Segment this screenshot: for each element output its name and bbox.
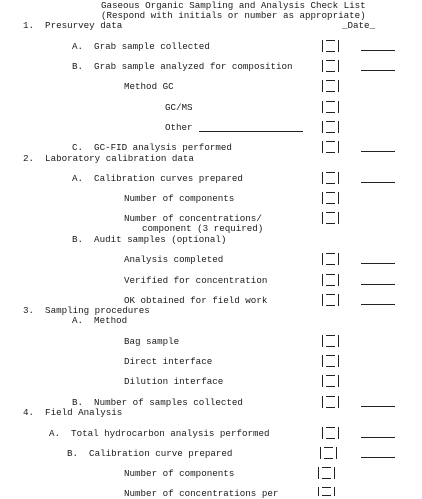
item-4b-label: B. Calibration curve prepared — [67, 448, 233, 459]
checkbox-other[interactable] — [322, 121, 339, 133]
checkbox-3b[interactable] — [322, 396, 339, 408]
date-field-2a[interactable] — [361, 182, 395, 183]
checkbox-field-num-concentrations[interactable] — [318, 487, 335, 496]
item-3a-label: A. Method — [72, 315, 128, 326]
item-1c-label: C. GC-FID analysis performed — [72, 142, 232, 153]
date-field-1a[interactable] — [361, 50, 395, 51]
date-field-1c[interactable] — [361, 151, 395, 152]
form-subtitle: (Respond with initials or number as appropriate) — [101, 10, 366, 21]
date-field-ok-obtained[interactable] — [361, 304, 395, 305]
checkbox-num-components[interactable] — [322, 192, 339, 204]
date-field-1b[interactable] — [361, 70, 395, 71]
dilution-interface-label: Dilution interface — [124, 376, 224, 387]
other-label: Other — [165, 122, 193, 133]
checkbox-gcms[interactable] — [322, 101, 339, 113]
form-title: Gaseous Organic Sampling and Analysis Check List — [101, 0, 366, 11]
date-field-4a[interactable] — [361, 437, 395, 438]
direct-interface-label: Direct interface — [124, 356, 213, 367]
item-3b-label: B. Number of samples collected — [72, 397, 243, 408]
section-2-heading: 2. Laboratory calibration data — [23, 153, 194, 164]
item-1a-label: A. Grab sample collected — [72, 41, 210, 52]
item-2a-label: A. Calibration curves prepared — [72, 173, 243, 184]
date-field-analysis-completed[interactable] — [361, 263, 395, 264]
gcms-label: GC/MS — [165, 102, 193, 113]
item-1b-label: B. Grab sample analyzed for composition — [72, 61, 293, 72]
checkbox-4a[interactable] — [322, 427, 339, 439]
num-concentrations-label-2: component (3 required) — [142, 223, 264, 234]
section-4-heading: 4. Field Analysis — [23, 407, 123, 418]
checkbox-method-gc[interactable] — [322, 80, 339, 92]
section-3-heading: 3. Sampling procedures — [23, 305, 150, 316]
checkbox-4b[interactable] — [320, 447, 337, 459]
checkbox-field-num-components[interactable] — [318, 467, 335, 479]
analysis-completed-label: Analysis completed — [124, 254, 224, 265]
checkbox-ok-obtained[interactable] — [322, 294, 339, 306]
field-num-concentrations-label: Number of concentrations per — [124, 488, 279, 499]
verified-label: Verified for concentration — [124, 275, 268, 286]
ok-obtained-label: OK obtained for field work — [124, 295, 268, 306]
date-field-4b[interactable] — [361, 457, 395, 458]
checkbox-direct-interface[interactable] — [322, 355, 339, 367]
checkbox-analysis-completed[interactable] — [322, 253, 339, 265]
other-method-field[interactable] — [199, 131, 303, 132]
checkbox-1c[interactable] — [322, 141, 339, 153]
section-1-heading: 1. Presurvey data — [23, 20, 123, 31]
checkbox-verified[interactable] — [322, 274, 339, 286]
checkbox-2a[interactable] — [322, 172, 339, 184]
method-gc-label: Method GC — [124, 81, 174, 92]
bag-sample-label: Bag sample — [124, 336, 180, 347]
checkbox-1b[interactable] — [322, 60, 339, 72]
num-concentrations-label: Number of concentrations/ — [124, 213, 262, 224]
checkbox-bag-sample[interactable] — [322, 335, 339, 347]
date-field-verified[interactable] — [361, 284, 395, 285]
field-num-components-label: Number of components — [124, 468, 235, 479]
date-field-3b[interactable] — [361, 406, 395, 407]
checkbox-dilution-interface[interactable] — [322, 375, 339, 387]
item-4a-label: A. Total hydrocarbon analysis performed — [49, 428, 270, 439]
checkbox-1a[interactable] — [322, 40, 339, 52]
num-components-label: Number of components — [124, 193, 235, 204]
item-2b-label: B. Audit samples (optional) — [72, 234, 227, 245]
date-column-label: _Date_ — [342, 20, 376, 31]
checkbox-num-concentrations[interactable] — [322, 212, 339, 224]
